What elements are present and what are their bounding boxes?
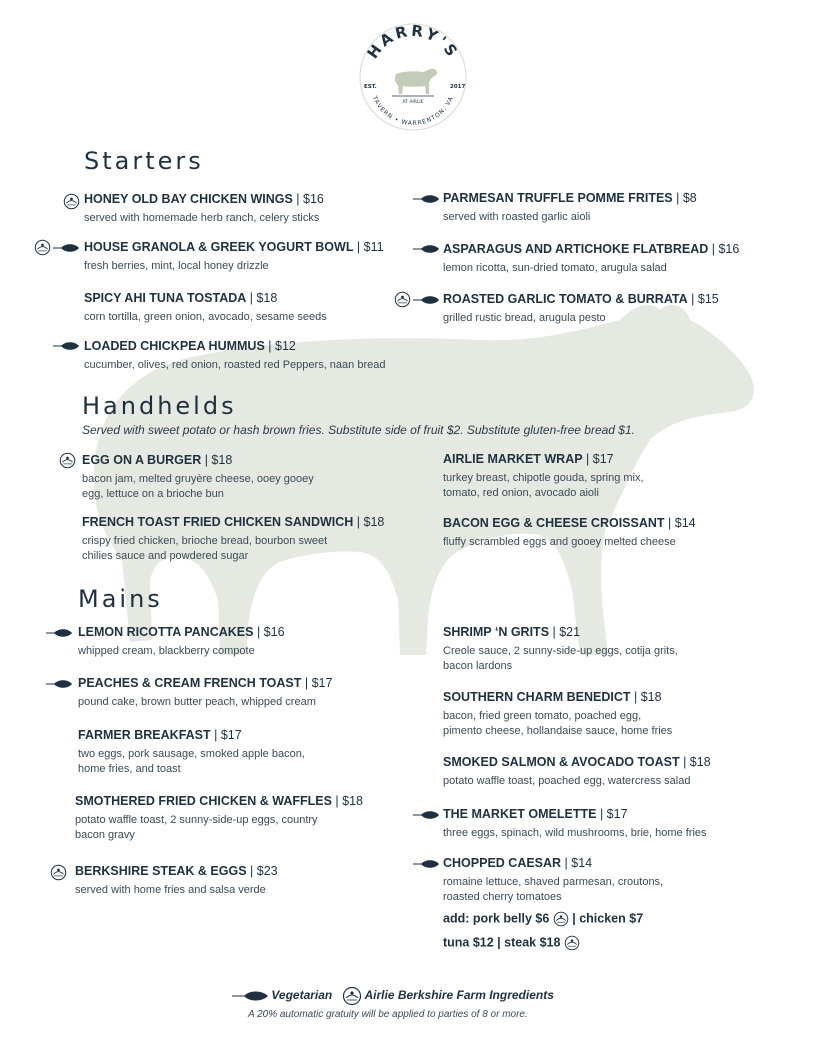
item-price: | $17 [210, 728, 242, 742]
item-price: | $15 [687, 292, 719, 306]
item-name: SOUTHERN CHARM BENEDICT [443, 690, 631, 704]
item-price: | $16 [708, 242, 740, 256]
item-desc: served with homemade herb ranch, celery sticks [84, 212, 320, 224]
item-name: PEACHES & CREAM FRENCH TOAST [78, 676, 302, 690]
legend [232, 986, 554, 1006]
item-name: HOUSE GRANOLA & GREEK YOGURT BOWL [84, 240, 354, 254]
item-price: | $16 [253, 625, 285, 639]
farm-badge-icon [342, 986, 362, 1006]
farm-badge-icon [63, 193, 80, 210]
item-name: BACON EGG & CHEESE CROISSANT [443, 516, 665, 530]
item-name: SMOTHERED FRIED CHICKEN & WAFFLES [75, 794, 332, 808]
farm-badge-icon [553, 911, 569, 927]
farm-badge-icon [34, 239, 51, 256]
item-name: LEMON RICOTTA PANCAKES [78, 625, 254, 639]
item-price: | $11 [353, 240, 384, 254]
logo-at-airlie: AT AIRLIE [402, 100, 424, 105]
menu-item [84, 240, 384, 274]
logo-year: 2017 [450, 84, 466, 90]
farm-badge-icon [59, 452, 76, 469]
item-price: | $18 [331, 794, 364, 808]
item-price: | $17 [596, 807, 628, 821]
menu-item [75, 864, 278, 898]
item-desc: egg, lettuce on a brioche bun [82, 488, 224, 500]
item-price: | $21 [549, 625, 581, 639]
leaf-icon [46, 679, 72, 689]
menu-item [443, 452, 644, 501]
handhelds-note: Served with sweet potato or hash brown fries. Substitute side of fruit $2. Substitute gluten-free bread $1. [82, 423, 635, 437]
item-desc: lemon ricotta, sun-dried tomato, arugula salad [443, 262, 667, 274]
section-title-mains: Mains [78, 585, 163, 613]
menu-item [443, 292, 719, 326]
item-price: | $18 [679, 755, 711, 769]
item-desc: potato waffle toast, 2 sunny-side-up eggs, country [75, 814, 318, 826]
item-price: | $18 [201, 453, 233, 467]
item-name: FRENCH TOAST FRIED CHICKEN SANDWICH [82, 515, 354, 529]
item-desc: bacon, fried green tomato, poached egg, [443, 710, 642, 722]
addon-text: tuna $12 | steak $18 [443, 935, 561, 950]
item-desc: grilled rustic bread, arugula pesto [443, 312, 606, 324]
item-name: CHOPPED CAESAR [443, 856, 562, 870]
item-name: PARMESAN TRUFFLE POMME FRITES [443, 191, 673, 205]
addon-text: | chicken $7 [572, 911, 644, 926]
item-name: AIRLIE MARKET WRAP [443, 452, 583, 466]
menu-item [84, 339, 385, 373]
item-price: | $18 [630, 690, 662, 704]
item-price: | $8 [672, 191, 697, 205]
section-title-starters: Starters [84, 147, 204, 175]
menu-item [443, 690, 672, 739]
item-desc: bacon lardons [443, 660, 513, 672]
svg-text:HARRY'S [364, 22, 463, 62]
logo-est: EST. [364, 84, 377, 90]
item-desc: romaine lettuce, shaved parmesan, croutons, [443, 876, 664, 888]
leaf-icon [413, 244, 439, 254]
item-desc: pimento cheese, hollandaise sauce, home fries [443, 725, 673, 737]
addon-text: add: pork belly $6 [443, 911, 550, 926]
section-title-handhelds: Handhelds [82, 392, 237, 420]
menu-item [78, 676, 332, 710]
item-price: | $12 [264, 339, 296, 353]
menu-item [75, 794, 363, 843]
item-desc: bacon gravy [75, 829, 135, 841]
leaf-icon [413, 859, 439, 869]
item-name: ASPARAGUS AND ARTICHOKE FLATBREAD [443, 242, 709, 256]
leaf-icon [413, 194, 439, 204]
leaf-icon [53, 243, 79, 253]
item-desc: Creole sauce, 2 sunny-side-up eggs, cotija grits, [443, 645, 678, 657]
menu-item [443, 191, 697, 225]
menu-item [84, 291, 327, 325]
item-desc: chilies sauce and powdered sugar [82, 550, 249, 562]
item-price: | $23 [246, 864, 278, 878]
logo-cow-icon [395, 69, 437, 94]
item-name: THE MARKET OMELETTE [443, 807, 597, 821]
leaf-icon [413, 810, 439, 820]
item-desc: whipped cream, blackberry compote [78, 645, 255, 657]
gratuity-note: A 20% automatic gratuity will be applied to parties of 8 or more. [248, 1009, 528, 1020]
item-desc: three eggs, spinach, wild mushrooms, brie, home fries [443, 827, 707, 839]
item-desc: pound cake, brown butter peach, whipped cream [78, 696, 316, 708]
farm-badge-icon [394, 291, 411, 308]
menu-item [82, 515, 384, 564]
item-desc: corn tortilla, green onion, avocado, sesame seeds [84, 311, 327, 323]
item-price: | $16 [292, 192, 324, 206]
item-price: | $14 [664, 516, 696, 530]
item-price: | $14 [561, 856, 593, 870]
leaf-icon [53, 341, 79, 351]
logo-bottom-text: TAVERN • WARRENTON, VA [370, 95, 456, 128]
item-price: | $17 [301, 676, 333, 690]
menu-item [443, 625, 678, 674]
item-desc: turkey breast, chipotle gouda, spring mix, [443, 472, 644, 484]
caesar-addons-line-2 [443, 935, 580, 951]
item-name: ROASTED GARLIC TOMATO & BURRATA [443, 292, 688, 306]
logo-top-text: HARRY'S [363, 22, 463, 63]
item-name: FARMER BREAKFAST [78, 728, 211, 742]
menu-item [82, 453, 314, 502]
item-price: | $18 [353, 515, 385, 529]
item-desc: tomato, red onion, avocado aioli [443, 487, 599, 499]
leaf-icon [46, 628, 72, 638]
menu-item [443, 856, 663, 905]
menu-item [84, 192, 324, 226]
item-desc: two eggs, pork sausage, smoked apple bacon, [78, 748, 305, 760]
item-desc: roasted cherry tomatoes [443, 891, 562, 903]
item-name: EGG ON A BURGER [82, 453, 202, 467]
item-desc: cucumber, olives, red onion, roasted red Peppers, naan bread [84, 359, 386, 371]
leaf-icon [232, 990, 268, 1002]
legend-vegetarian: Vegetarian [271, 988, 333, 1003]
leaf-icon [413, 295, 439, 305]
item-price: | $18 [246, 291, 278, 305]
item-desc: fluffy scrambled eggs and gooey melted cheese [443, 536, 676, 548]
menu-item [443, 755, 711, 789]
item-name: HONEY OLD BAY CHICKEN WINGS [84, 192, 293, 206]
item-desc: bacon jam, melted gruyère cheese, ooey gooey [82, 473, 314, 485]
item-name: BERKSHIRE STEAK & EGGS [75, 864, 247, 878]
menu-item [78, 625, 285, 659]
menu-item [443, 516, 696, 550]
item-desc: served with home fries and salsa verde [75, 884, 266, 896]
menu-item [443, 807, 707, 841]
item-desc: home fries, and toast [78, 763, 181, 775]
item-desc: crispy fried chicken, brioche bread, bourbon sweet [82, 535, 328, 547]
farm-badge-icon [564, 935, 580, 951]
item-name: SHRIMP ‘N GRITS [443, 625, 550, 639]
legend-farm: Airlie Berkshire Farm Ingredients [364, 988, 554, 1003]
item-desc: potato waffle toast, poached egg, watercress salad [443, 775, 691, 787]
farm-badge-icon [50, 864, 67, 881]
menu-item [78, 728, 305, 777]
caesar-addons-line-1 [443, 911, 643, 927]
item-price: | $17 [582, 452, 614, 466]
harrys-logo [358, 22, 468, 132]
item-name: SMOKED SALMON & AVOCADO TOAST [443, 755, 680, 769]
menu-item [443, 242, 739, 276]
item-desc: fresh berries, mint, local honey drizzle [84, 260, 269, 272]
item-name: LOADED CHICKPEA HUMMUS [84, 339, 265, 353]
item-desc: served with roasted garlic aioli [443, 211, 591, 223]
item-name: SPICY AHI TUNA TOSTADA [84, 291, 247, 305]
